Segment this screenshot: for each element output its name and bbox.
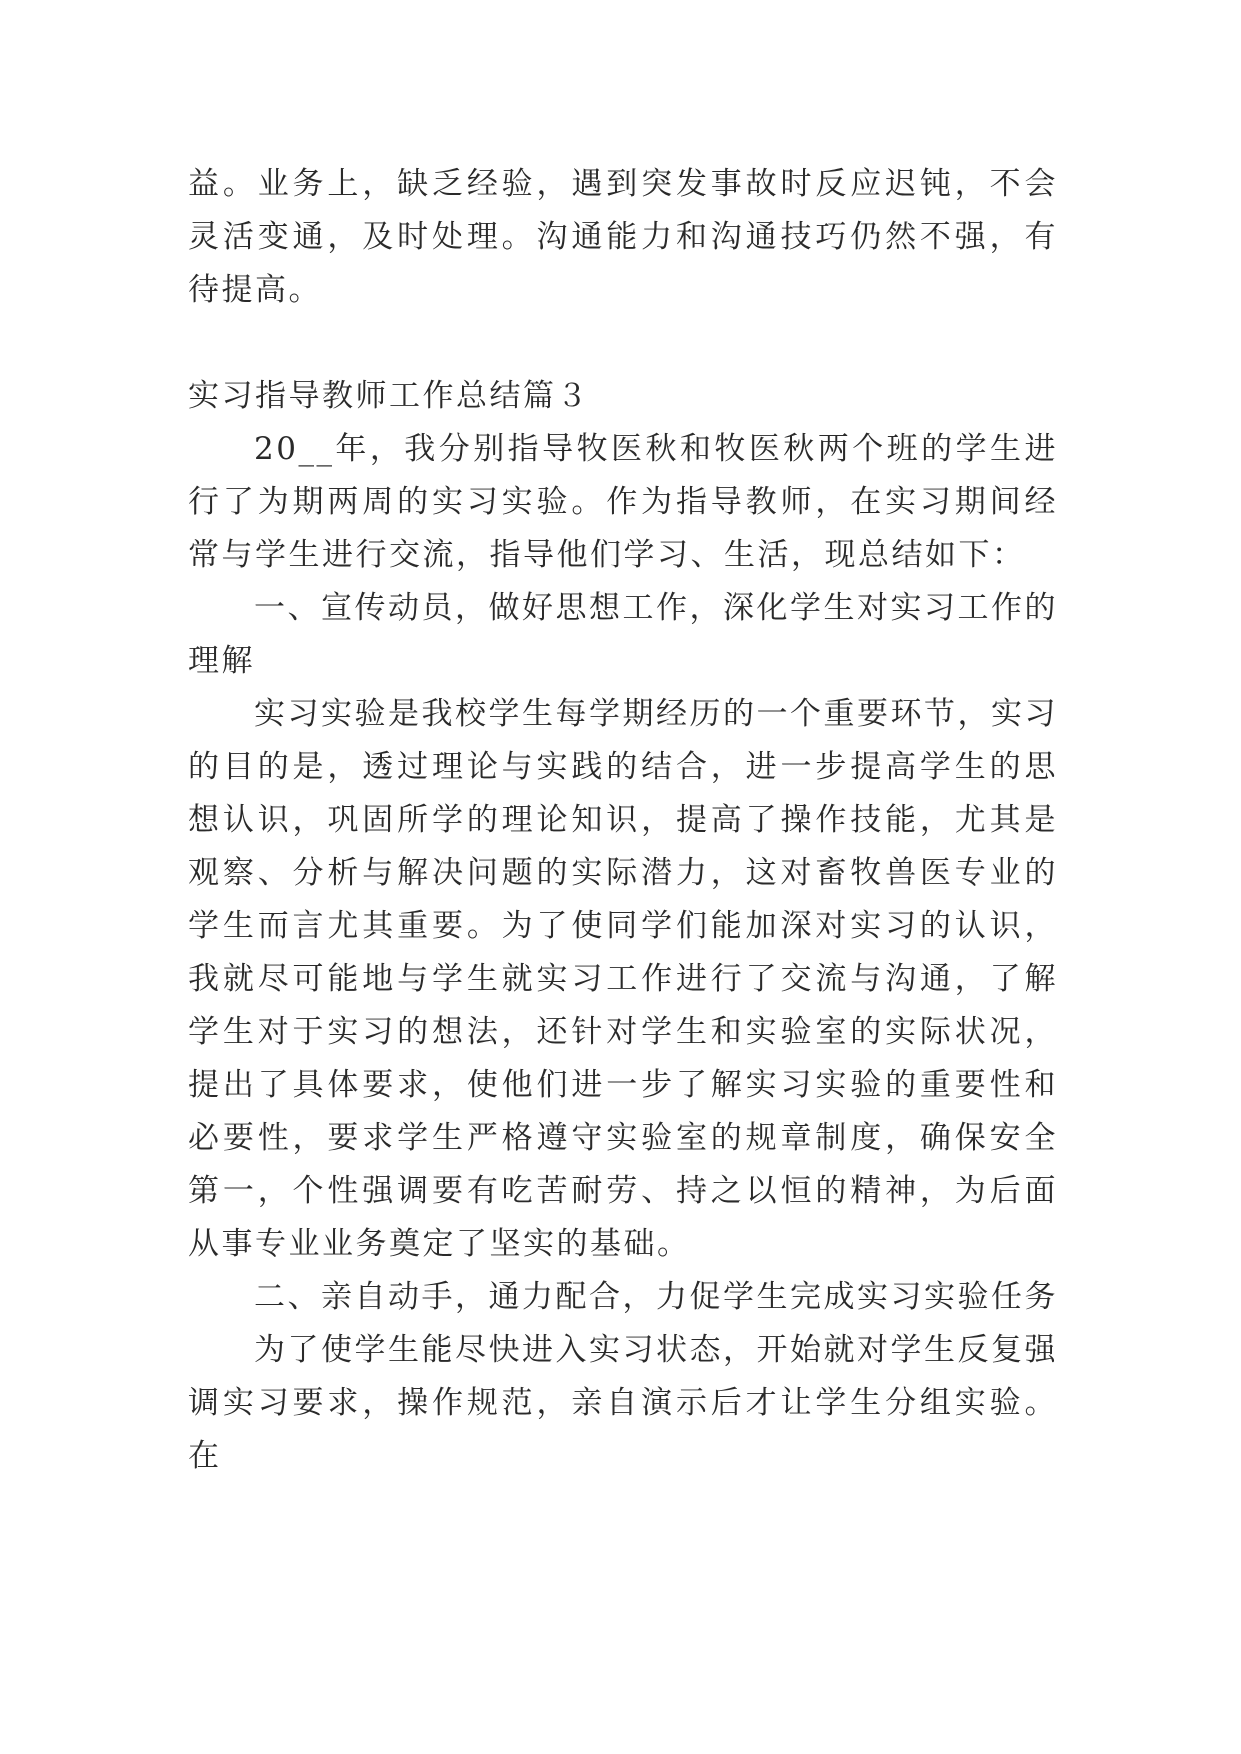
subheading-one: 一、宣传动员，做好思想工作，深化学生对实习工作的理解 (188, 590, 1058, 679)
subheading-two: 二、亲自动手，通力配合，力促学生完成实习实验任务 (254, 1279, 1058, 1315)
paragraph-intro: 20__年，我分别指导牧医秋和牧医秋两个班的学生进行了为期两周的实习实验。作为指导教师，在实习期间经常与学生进行交流，指导他们学习、生活，现总结如下： (188, 431, 1058, 573)
paragraph-continuation: 益。业务上，缺乏经验，遇到突发事故时反应迟钝，不会灵活变通，及时处理。沟通能力和沟通技巧仍然不强，有待提高。 (188, 166, 1058, 308)
paragraph-body: 实习实验是我校学生每学期经历的一个重要环节，实习的目的是，透过理论与实践的结合，进一步提高学生的思想认识，巩固所学的理论知识，提高了操作技能，尤其是观察、分析与解决问题的实际潜力，这对畜牧兽医专业的学生而言尤其重要。为了使同学们能加深对实习的认识，我就尽可能地与学生就实习工作进行了交流与沟通，了解学生对于实习的想法，还针对学生和实验室的实际状况，提出了具体要求，使他们进一步了解实习实验的重要性和必要性，要求学生严格遵守实验室的规章制度，确保安全第一，个性强调要有吃苦耐劳、持之以恒的精神，为后面从事专业业务奠定了坚实的基础。 (188, 696, 1058, 1262)
paragraph-body: 为了使学生能尽快进入实习状态，开始就对学生反复强调实习要求，操作规范，亲自演示后才让学生分组实验。在 (188, 1332, 1058, 1474)
section-heading: 实习指导教师工作总结篇３ (188, 378, 590, 414)
document-body (188, 158, 1058, 1483)
